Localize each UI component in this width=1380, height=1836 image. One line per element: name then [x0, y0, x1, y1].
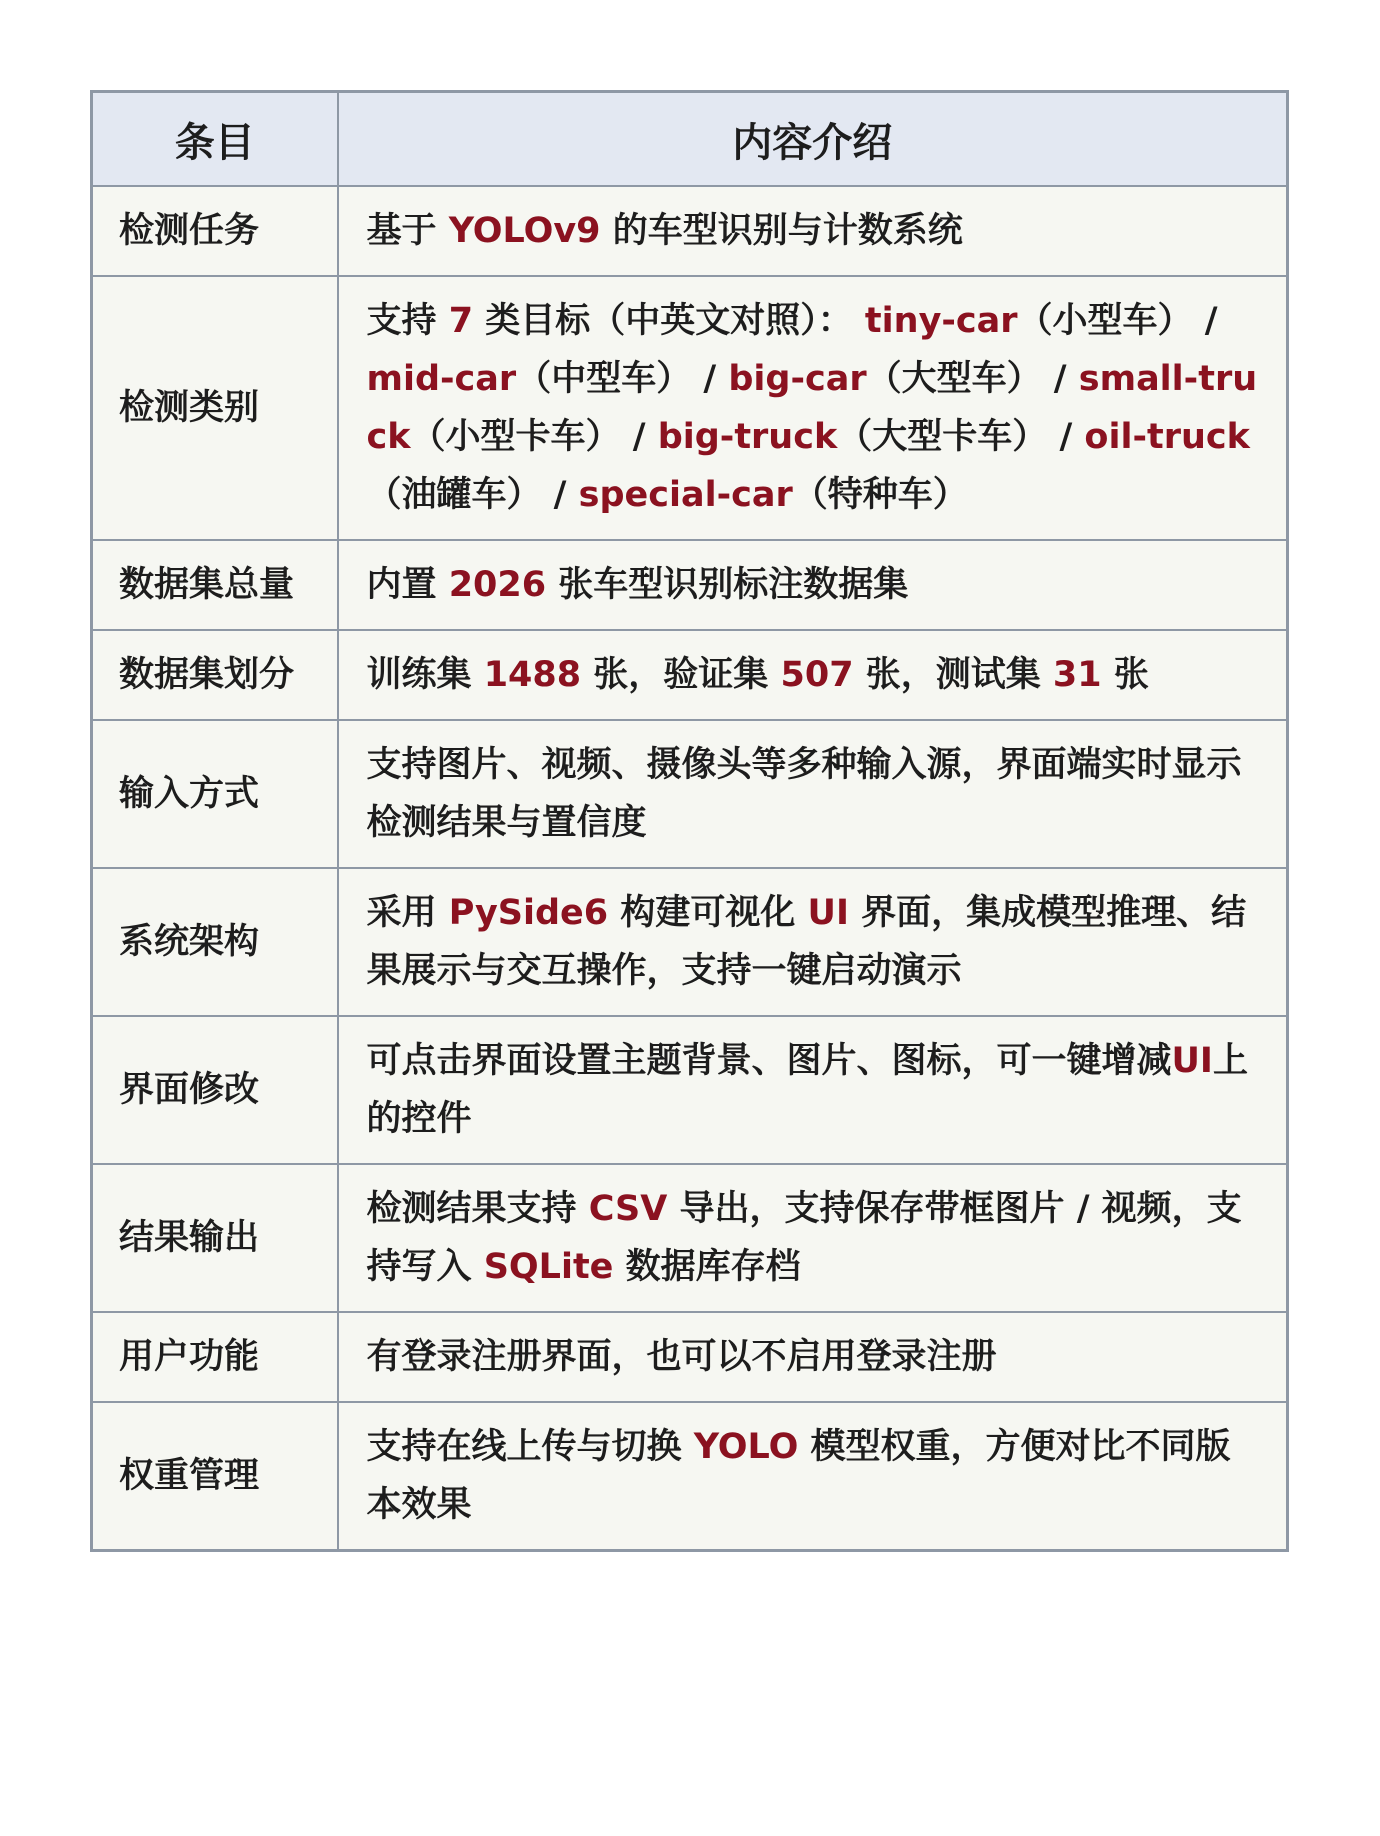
content-text: 构建可视化	[608, 893, 808, 933]
row-content	[338, 1016, 1288, 1164]
content-text: 张车型识别标注数据集	[546, 565, 909, 605]
row-item-label: 权重管理	[92, 1402, 338, 1551]
table-row	[92, 276, 1288, 540]
content-text: 张，验证集	[581, 655, 781, 695]
content-text: 采用	[366, 893, 449, 933]
highlighted-text: mid-car	[366, 359, 517, 399]
content-text: （小型车） /	[1017, 301, 1218, 341]
content-text: 上的控件	[366, 1041, 1248, 1139]
content-text: 支持	[366, 301, 449, 341]
row-item-label: 界面修改	[92, 1016, 338, 1164]
content-text: 基于	[366, 211, 449, 251]
row-item-label: 输入方式	[92, 720, 338, 868]
table-row	[92, 1402, 1288, 1551]
highlighted-text: 2026	[448, 565, 547, 605]
content-text: （特种车）	[792, 475, 968, 515]
row-content	[338, 1402, 1288, 1551]
content-text: 支持在线上传与切换	[366, 1427, 694, 1467]
content-text: 内置	[366, 565, 449, 605]
content-text: 张，测试集	[853, 655, 1053, 695]
info-table	[90, 90, 1289, 1552]
content-text: 训练集	[366, 655, 484, 695]
content-text: 界面，集成模型推理、结果展示与交互操作，支持一键启动演示	[366, 893, 1247, 991]
highlighted-text: tiny-car	[864, 301, 1018, 341]
row-content	[338, 1164, 1288, 1312]
row-content	[338, 540, 1288, 630]
row-content	[338, 630, 1288, 720]
content-text: （中型车） /	[516, 359, 729, 399]
content-text: 可点击界面设置主题背景、图片、图标，可一键增减	[366, 1041, 1172, 1081]
content-text: 类目标（中英文对照）：	[473, 301, 865, 341]
highlighted-text: SQLite	[483, 1247, 614, 1287]
content-text: 模型权重，方便对比不同版本效果	[366, 1427, 1231, 1525]
content-text: 的车型识别与计数系统	[600, 211, 963, 251]
row-content	[338, 720, 1288, 868]
row-content	[338, 186, 1288, 276]
table-row	[92, 186, 1288, 276]
table-row	[92, 1016, 1288, 1164]
row-item-label: 检测类别	[92, 276, 338, 540]
header-row	[92, 92, 1288, 187]
content-text: 支持图片、视频、摄像头等多种输入源，界面端实时显示检测结果与置信度	[366, 745, 1242, 843]
row-item-label: 检测任务	[92, 186, 338, 276]
content-text: 数据库存档	[613, 1247, 801, 1287]
highlighted-text: UI	[807, 893, 849, 933]
row-item-label: 系统架构	[92, 868, 338, 1016]
highlighted-text: CSV	[588, 1189, 668, 1229]
row-content	[338, 868, 1288, 1016]
table-row	[92, 1164, 1288, 1312]
row-item-label: 数据集划分	[92, 630, 338, 720]
highlighted-text: PySide6	[448, 893, 609, 933]
content-text: 有登录注册界面，也可以不启用登录注册	[366, 1337, 997, 1377]
column-header-content: 内容介绍	[338, 92, 1288, 187]
table-row	[92, 868, 1288, 1016]
highlighted-text: 7	[448, 301, 474, 341]
highlighted-text: 507	[780, 655, 854, 695]
row-item-label: 用户功能	[92, 1312, 338, 1402]
highlighted-text: YOLO	[693, 1427, 799, 1467]
content-text: 检测结果支持	[366, 1189, 589, 1229]
highlighted-text: UI	[1171, 1041, 1213, 1081]
content-text: （大型车） /	[866, 359, 1079, 399]
column-header-item: 条目	[92, 92, 338, 187]
row-content	[338, 1312, 1288, 1402]
table-row	[92, 1312, 1288, 1402]
row-item-label: 结果输出	[92, 1164, 338, 1312]
highlighted-text: oil-truck	[1084, 417, 1250, 457]
highlighted-text: big-truck	[657, 417, 838, 457]
row-content	[338, 276, 1288, 540]
table-row	[92, 720, 1288, 868]
highlighted-text: YOLOv9	[448, 211, 601, 251]
highlighted-text: special-car	[578, 475, 793, 515]
content-text: 张	[1101, 655, 1149, 695]
content-text: （油罐车） /	[366, 475, 579, 515]
table-row	[92, 630, 1288, 720]
highlighted-text: small-truck	[366, 359, 1258, 457]
content-text: 导出，支持保存带框图片 / 视频，支持写入	[366, 1189, 1242, 1287]
content-text: （大型卡车） /	[837, 417, 1085, 457]
row-item-label: 数据集总量	[92, 540, 338, 630]
highlighted-text: 31	[1052, 655, 1102, 695]
content-text: （小型卡车） /	[410, 417, 658, 457]
table-row	[92, 540, 1288, 630]
table-body	[92, 186, 1288, 1551]
highlighted-text: big-car	[728, 359, 867, 399]
highlighted-text: 1488	[483, 655, 582, 695]
